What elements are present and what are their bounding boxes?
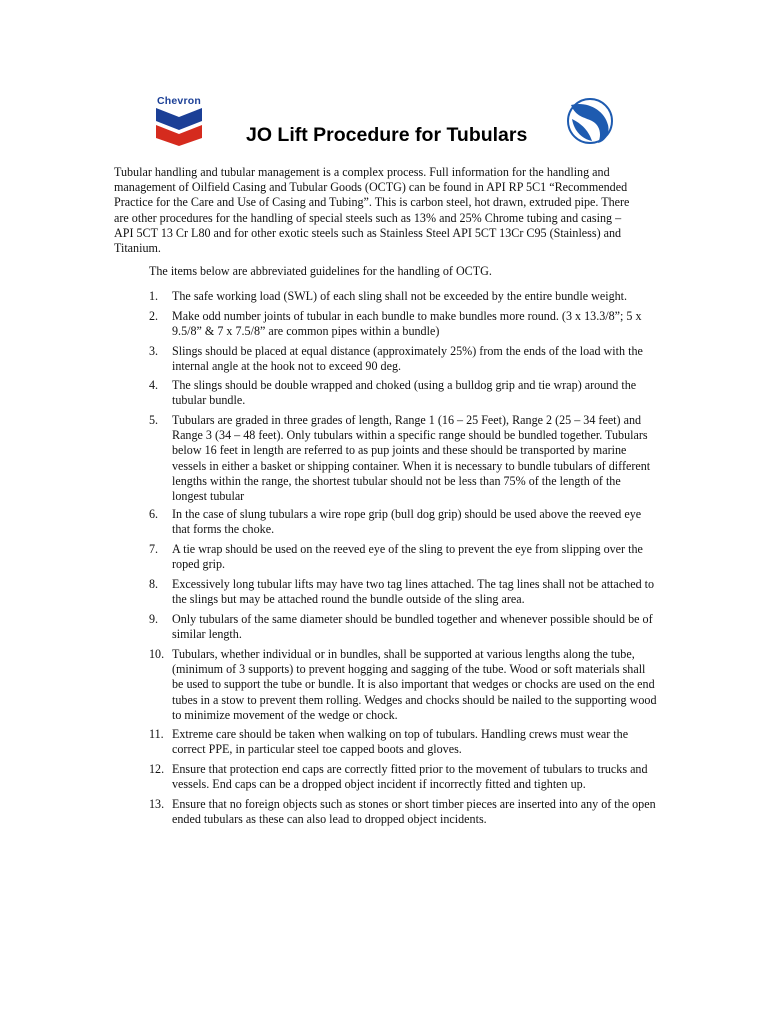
list-item-number: 9.: [149, 612, 159, 626]
list-item-number: 13.: [149, 797, 165, 811]
list-item-text: In the case of slung tubulars a wire rope grip (bull dog grip) should be used above the reeved eye that forms the choke.: [172, 507, 642, 537]
lead-paragraph: The items below are abbreviated guidelines for the handling of OCTG.: [149, 264, 492, 278]
chevron-mark-icon: [156, 108, 202, 146]
list-item-number: 7.: [149, 542, 159, 556]
wave-logo-icon: [566, 95, 614, 152]
list-item-number: 2.: [149, 309, 159, 323]
intro-paragraph: Tubular handling and tubular management is a complex process. Full information for the handling and management of Oilfield Casing and Tubular Goods (OCTG) can be found in API RP 5C1 “Recommended Practice for the Care and Use of Casing and Tubing”. This is carbon steel, hot drawn, extruded pipe. There are other procedures for the handling of special steels such as 13% and 25% Chrome tubing and casing – API 5CT 13 Cr L80 and for other exotic steels such as Stainless Steel API 5CT 13Cr C95 (Stainless) and Titanium.: [114, 165, 630, 256]
list-item-text: Make odd number joints of tubular in each bundle to make bundles more round. (3 x 13.3/8”; 5 x 9.5/8” & 7 x 7.5/8” are common pipes within a bundle): [172, 309, 642, 339]
list-item-text: Tubulars are graded in three grades of length, Range 1 (16 – 25 Feet), Range 2 (25 – 34 feet) and Range 3 (34 – 48 feet). Only tubulars within a specific range should be bundled together. Tubulars below 16 feet in length are referred to as pup joints and these should be transported by marine vessels in either a basket or shipping container. When it is necessary to bundle tubulars of different lengths within the range, the shortest tubular should not be less than 75% of the length of the longest tubular: [172, 413, 651, 504]
list-item-number: 1.: [149, 289, 159, 303]
list-item-number: 10.: [149, 647, 165, 661]
list-item-number: 11.: [149, 727, 164, 741]
chevron-logo-icon: [153, 95, 205, 147]
list-item-text: Excessively long tubular lifts may have two tag lines attached. The tag lines shall not be attached to the slings but may be attached round the bundle outside of the sling area.: [172, 577, 655, 607]
list-item-text: The slings should be double wrapped and choked (using a bulldog grip and tie wrap) around the tubular bundle.: [172, 378, 637, 408]
list-item-number: 3.: [149, 344, 159, 358]
list-item-text: Slings should be placed at equal distance (approximately 25%) from the ends of the load with the internal angle at the hook not to exceed 90 deg.: [172, 344, 643, 374]
page-title: JO Lift Procedure for Tubulars: [246, 124, 528, 146]
list-item-number: 6.: [149, 507, 159, 521]
list-item-text: Ensure that protection end caps are correctly fitted prior to the movement of tubulars to trucks and vessels. End caps can be a dropped object incident if incorrectly fitted and tighten up.: [172, 762, 648, 792]
list-item-text: Extreme care should be taken when walking on top of tubulars. Handling crews must wear the correct PPE, in particular steel toe capped boots and gloves.: [172, 727, 629, 757]
list-item-text: Ensure that no foreign objects such as stones or short timber pieces are inserted into any of the open ended tubulars as these can also lead to dropped object incidents.: [172, 797, 656, 827]
brand-wordmark: Chevron: [157, 95, 201, 107]
list-item-text: The safe working load (SWL) of each sling shall not be exceeded by the entire bundle weight.: [172, 289, 628, 303]
list-item-number: 4.: [149, 378, 159, 392]
list-item-number: 5.: [149, 413, 159, 427]
list-item-number: 12.: [149, 762, 165, 776]
list-item-text: A tie wrap should be used on the reeved eye of the sling to prevent the eye from slipping over the roped grip.: [172, 542, 643, 572]
list-item-text: Tubulars, whether individual or in bundles, shall be supported at various lengths along the tube, (minimum of 3 supports) to prevent hogging and sagging of the tube. Wood or soft materials shall be used to support the tube or bundle. It is also important that wedges or chocks are used on the end tubes in a stow to prevent them rolling. Wedges and chocks should be nailed to the supporting wood to minimize movement of the wedge or chock.: [172, 647, 657, 722]
list-item-number: 8.: [149, 577, 159, 591]
list-item-text: Only tubulars of the same diameter should be bundled together and whenever possible should be of similar length.: [172, 612, 653, 642]
